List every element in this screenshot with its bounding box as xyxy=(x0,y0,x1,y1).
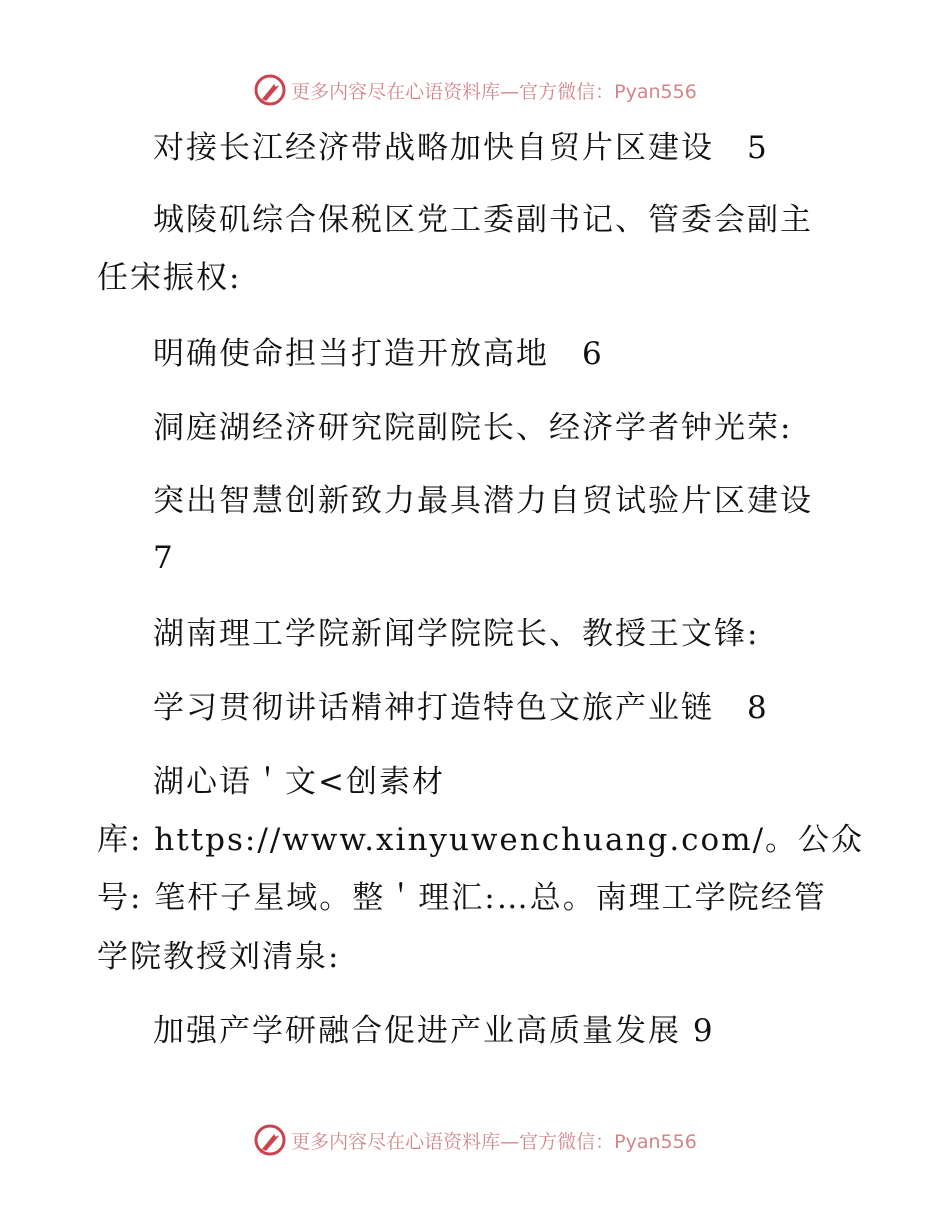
watermark-text: 更多内容尽在心语资料库—官方微信：Pyan556 xyxy=(291,1130,697,1153)
author-line: 湖南理工学院新闻学院院长、教授王文锋: xyxy=(153,616,760,652)
author-line: 城陵矶综合保税区党工委副书记、管委会副主 xyxy=(153,202,813,238)
paragraph-line: 学院教授刘清泉: xyxy=(97,939,341,975)
toc-entry: 明确使命担当打造开放高地 6 xyxy=(153,336,604,372)
author-line-continued: 任宋振权: xyxy=(97,260,242,296)
paragraph-line: 湖心语＇文<创素材 xyxy=(153,764,445,800)
pen-logo-icon xyxy=(253,1123,287,1157)
paragraph-line: 库: https://www.xinyuwenchuang.com/。公众 xyxy=(97,822,865,858)
author-line: 洞庭湖经济研究院副院长、经济学者钟光荣: xyxy=(153,410,793,446)
toc-entry: 学习贯彻讲话精神打造特色文旅产业链 8 xyxy=(153,690,769,726)
toc-entry: 加强产学研融合促进产业高质量发展 9 xyxy=(153,1013,715,1049)
toc-entry: 突出智慧创新致力最具潜力自贸试验片区建设 xyxy=(153,483,813,519)
toc-page-number: 7 xyxy=(153,540,175,576)
footer-watermark xyxy=(0,1120,950,1160)
watermark-text: 更多内容尽在心语资料库—官方微信：Pyan556 xyxy=(291,80,697,103)
toc-entry: 对接长江经济带战略加快自贸片区建设 5 xyxy=(153,130,769,166)
paragraph-line: 号: 笔杆子星域。整＇理汇:…总。南理工学院经管 xyxy=(97,880,827,916)
